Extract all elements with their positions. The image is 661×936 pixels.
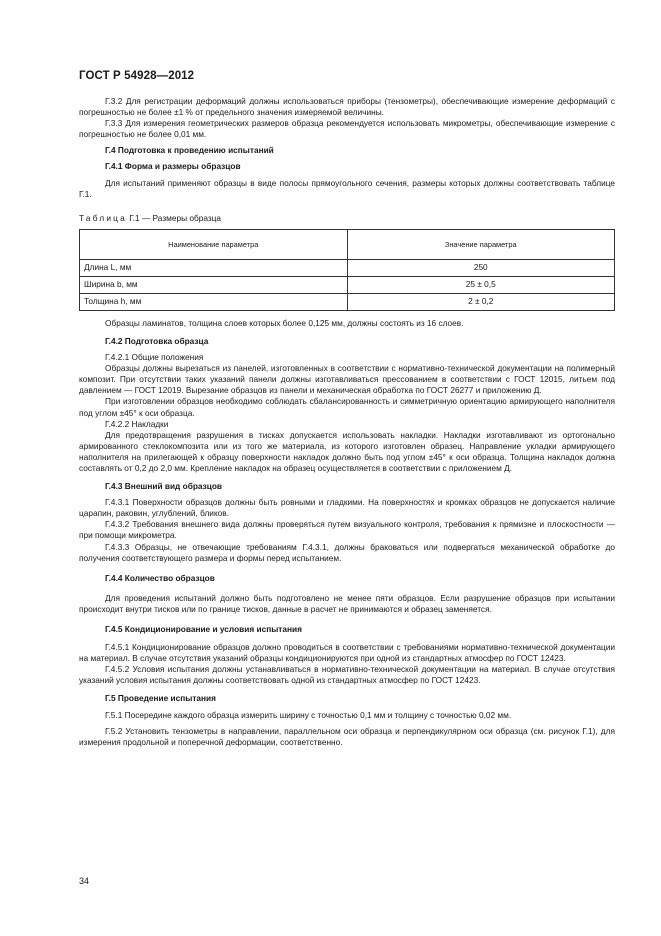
paragraph-quantity: Для проведения испытаний должно быть подготовлено не менее пяти образцов. Если разрушение образцов при испытании происходит внутри тисков или по границе тисков, данные в расчет не принимаются и образец заменяется. [79,592,615,614]
paragraph-cutting: Образцы должны вырезаться из панелей, изготовленных в соответствии с нормативно-технической документации на полимерный композит. При отсутствии таких указаний панели должны изготавливаться прессованием в соответствии с ГОСТ 12015, литьем под давлением — ГОСТ 12019. Вырезание образцов из панели и механическая обработка по ГОСТ 26277 и приложению Д. [79,363,615,396]
heading-g41: Г.4.1 Форма и размеры образцов [105,161,241,172]
paragraph-g421: Г.4.2.1 Общие положения [105,352,204,363]
paragraph-g51: Г.5.1 Посередине каждого образца измерить ширину с точностью 0,1 мм и толщину с точностью 0,02 мм. [105,709,512,720]
table-caption-prefix: Таблица [79,212,127,223]
paragraph-g432: Г.4.3.2 Требования внешнего вида должны проверяться путем визуального контроля, требования к прямизне и плоскостности — при помощи микрометра. [79,519,615,541]
table-caption-text: Г.1 — Размеры образца [126,212,222,223]
table-row [80,259,615,276]
table-row [80,276,615,293]
paragraph-g32: Г.3.2 Для регистрации деформаций должны использоваться приборы (тензометры), обеспечивающие измерение деформаций с погрешностью не более ±1 % от предельного значения измеряемой величины. [79,96,615,118]
paragraph-g33: Г.3.3 Для измерения геометрических размеров образца рекомендуется использовать микрометры, обеспечивающие измерение с погрешностью не более 0,01 мм. [79,118,615,140]
table-cell-value: 25 ± 0,5 [347,276,615,293]
table-caption [79,213,615,224]
specimen-size-table [79,229,615,311]
table-cell-value: 250 [347,259,615,276]
heading-g44: Г.4.4 Количество образцов [105,572,215,583]
table-row [80,293,615,310]
heading-g43: Г.4.3 Внешний вид образцов [105,481,223,492]
table-cell-param: Толщина h, мм [80,293,348,310]
paragraph-g433: Г.4.3.3 Образцы, не отвечающие требованиям Г.4.3.1, должны браковаться или подвергаться механической обработке до получения соответствующего размера и формы перед испытанием. [79,541,615,563]
paragraph-g431: Г.4.3.1 Поверхности образцов должны быть ровными и гладкими. На поверхностях и кромках образцов не допускается наличие царапин, раковин, углублений, бликов. [79,497,615,519]
table-cell-param: Длина L, мм [80,259,348,276]
paragraph-g422: Г.4.2.2 Накладки [105,418,169,429]
document-body [79,96,615,748]
paragraph-laminates: Образцы ламинатов, толщина слоев которых более 0,125 мм, должны состоять из 16 слоев. [105,317,464,328]
table-header-row [80,229,615,259]
paragraph-tabs: Для предотвращения разрушения в тисках допускается использовать накладки. Накладки изготавливают из ортогонально армированного стеклокомпозита или из того же материала, из которого изготовлен образец. Направление укладки армирующего наполнителя на прилегающей к образцу поверхности накладок должно быть под углом ±45° к оси образца. Толщина накладок должна составлять от 0,2 до 2,0 мм. Крепление накладок на образец осуществляется в соответствии с приложением Д. [79,429,615,473]
table-cell-value: 2 ± 0,2 [347,293,615,310]
heading-g5: Г.5 Проведение испытания [105,693,216,704]
table-header-value: Значение параметра [347,229,615,259]
heading-g4: Г.4 Подготовка к проведению испытаний [105,145,274,156]
document-header: ГОСТ Р 54928—2012 [79,70,195,82]
heading-g45: Г.4.5 Кондиционирование и условия испытания [105,624,302,634]
paragraph-balance: При изготовлении образцов необходимо соблюдать сбалансированность и симметричную ориентацию армирующего наполнителя под углом ±45° к оси образца. [79,396,615,418]
heading-g42: Г.4.2 Подготовка образца [105,335,209,346]
paragraph-g52: Г.5.2 Установить тензометры в направлении, параллельном оси образца и перпендикулярном оси образца (см. рисунок Г.1), для измерения продольной и поперечной деформации, соответственно. [79,725,615,747]
table-cell-param: Ширина b, мм [80,276,348,293]
paragraph-specimen-shape: Для испытаний применяют образцы в виде полосы прямоугольного сечения, размеры которых должны соответствовать таблице Г.1. [79,177,615,199]
paragraph-g452: Г.4.5.2 Условия испытания должны устанавливаться в нормативно-технической документации на материал. В случае отсутствия указаний условия испытания должны соответствовать одной из стандартных атмосфер по ГОСТ 12423. [79,664,615,686]
paragraph-g451: Г.4.5.1 Кондиционирование образцов должно проводиться в соответствии с требованиями нормативно-технической документации на материал. В случае отсутствия указаний образцы кондиционируются при одной из стандартных атмосфер по ГОСТ 12423. [79,642,615,664]
table-header-parameter: Наименование параметра [80,229,348,259]
page-number: 34 [79,876,90,886]
